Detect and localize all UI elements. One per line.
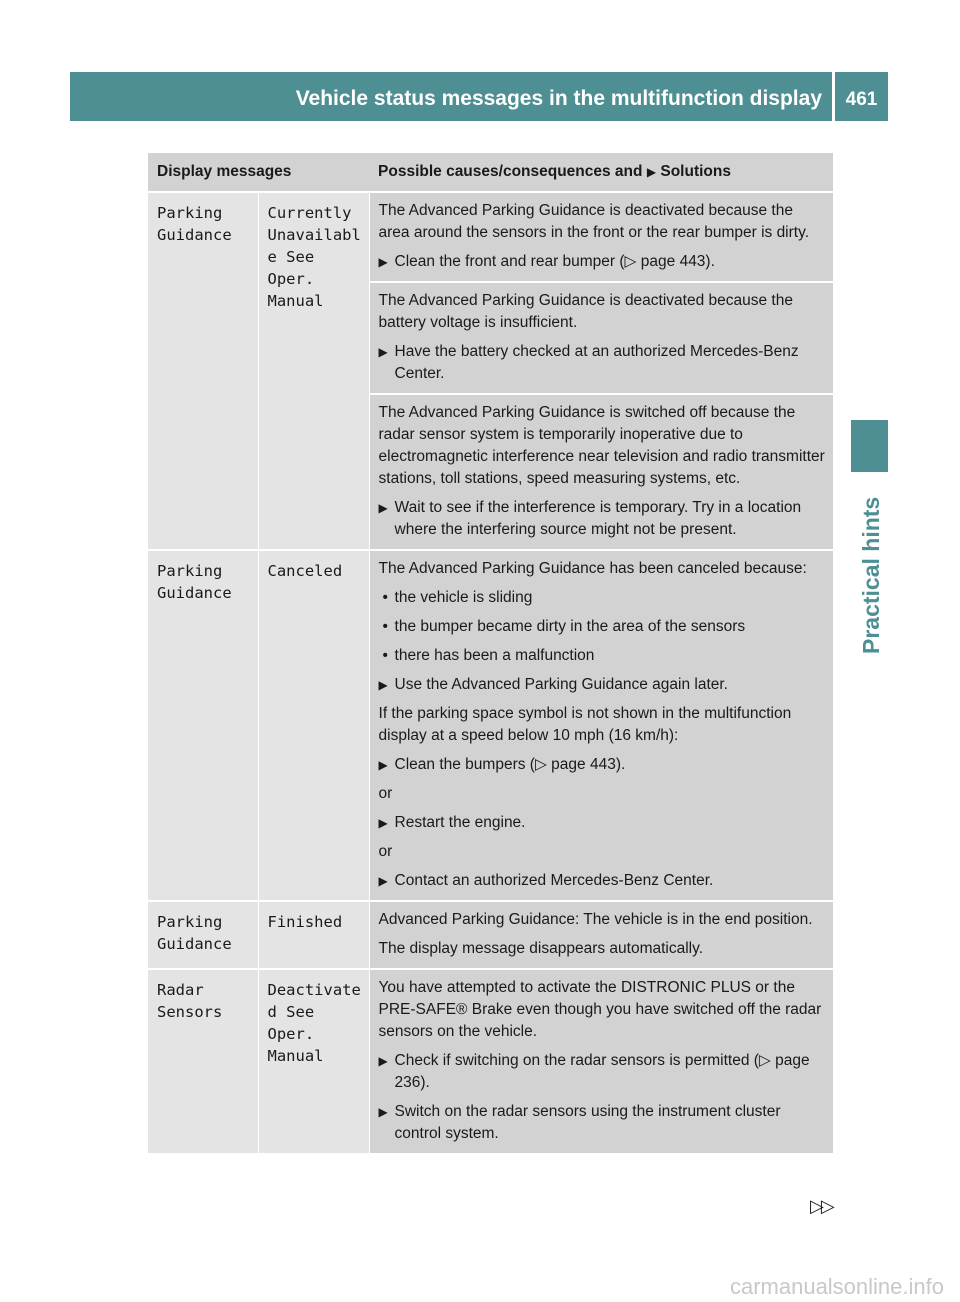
header-solutions-text: Solutions	[660, 163, 731, 180]
step-arrow-icon: ▶	[378, 255, 388, 269]
display-message-group: Parking Guidance	[148, 550, 258, 901]
section-tab-label: Practical hints	[858, 496, 884, 654]
cause-paragraph: or	[378, 785, 393, 802]
bullet-text: the bumper became dirty in the area of the sensors	[394, 618, 746, 635]
step-arrow-icon: ▶	[378, 1054, 388, 1068]
cause-bullet	[379, 616, 827, 638]
step-arrow-icon: ▶	[378, 816, 388, 830]
display-message-text: Currently Unavailabl e See Oper. Manual	[258, 192, 369, 550]
cause-paragraph: The Advanced Parking Guidance is deactivated because the area around the sensors in the front or the rear bumper is dirty.	[378, 202, 810, 241]
table-row	[148, 550, 833, 901]
bullet-dot-icon: •	[382, 647, 388, 664]
bullet-text: there has been a malfunction	[394, 647, 595, 664]
display-message-text: Deactivate d See Oper. Manual	[258, 969, 369, 1154]
section-tab-marker	[851, 420, 888, 472]
display-message-text: Canceled	[258, 550, 369, 901]
solution-step	[379, 341, 827, 385]
table-row	[148, 192, 833, 282]
solution-step	[379, 812, 827, 834]
cause-paragraph: The Advanced Parking Guidance is switched off because the radar sensor system is temporarily inoperative due to electromagnetic interference near television and radio transmitter stations, toll stations, speed measuring systems, etc.	[378, 404, 825, 487]
cause-bullet	[379, 645, 827, 667]
solution-step	[379, 1101, 827, 1145]
causes-solutions-cell	[369, 282, 833, 394]
step-text: Use the Advanced Parking Guidance again later.	[394, 676, 728, 693]
cause-paragraph: The Advanced Parking Guidance is deactivated because the battery voltage is insufficient.	[378, 292, 793, 331]
page-number: 461	[835, 72, 888, 121]
bullet-text: the vehicle is sliding	[394, 589, 533, 606]
step-text: Check if switching on the radar sensors is permitted (▷ page 236).	[394, 1052, 810, 1091]
step-text: Have the battery checked at an authorized Mercedes-Benz Center.	[394, 343, 799, 382]
page-title: Vehicle status messages in the multifunction display	[295, 87, 822, 110]
step-text: Contact an authorized Mercedes-Benz Center.	[394, 872, 714, 889]
causes-solutions-cell	[369, 550, 833, 901]
table-header-row	[148, 153, 833, 192]
step-text: Switch on the radar sensors using the instrument cluster control system.	[394, 1103, 781, 1142]
step-text: Clean the front and rear bumper (▷ page 443).	[394, 253, 715, 270]
display-message-text: Finished	[258, 901, 369, 969]
table-row	[148, 969, 833, 1154]
step-arrow-icon: ▶	[378, 1105, 388, 1119]
arrow-right-icon: ▶	[646, 165, 657, 179]
cause-paragraph: If the parking space symbol is not shown in the multifunction display at a speed below 10 mph (16 km/h):	[378, 705, 792, 744]
cause-paragraph: The Advanced Parking Guidance has been canceled because:	[378, 560, 807, 577]
causes-solutions-cell	[369, 192, 833, 282]
step-arrow-icon: ▶	[378, 501, 388, 515]
cause-paragraph: Advanced Parking Guidance: The vehicle is in the end position.	[378, 911, 813, 928]
header-display-messages: Display messages	[148, 153, 369, 192]
cause-bullet	[379, 587, 827, 609]
solution-step	[379, 754, 827, 776]
bullet-dot-icon: •	[382, 589, 388, 606]
display-message-group: Radar Sensors	[148, 969, 258, 1154]
cause-paragraph: You have attempted to activate the DISTRONIC PLUS or the PRE-SAFE® Brake even though you have switched off the radar sensors on the vehicle.	[378, 979, 822, 1040]
step-arrow-icon: ▶	[378, 758, 388, 772]
step-text: Restart the engine.	[394, 814, 526, 831]
solution-step	[379, 674, 827, 696]
cause-paragraph: The display message disappears automatically.	[378, 940, 704, 957]
table-body	[148, 192, 833, 1154]
solution-step	[379, 251, 827, 273]
header-causes-text: Possible causes/consequences and	[378, 163, 643, 180]
causes-solutions-cell	[369, 969, 833, 1154]
cause-paragraph: or	[378, 843, 393, 860]
step-text: Clean the bumpers (▷ page 443).	[394, 756, 626, 773]
continued-marker: ▷▷	[810, 1196, 832, 1216]
display-message-group: Parking Guidance	[148, 901, 258, 969]
solution-step	[379, 497, 827, 541]
causes-solutions-cell	[369, 901, 833, 969]
step-arrow-icon: ▶	[378, 345, 388, 359]
status-messages-table	[148, 153, 833, 1155]
step-arrow-icon: ▶	[378, 678, 388, 692]
table-row	[148, 901, 833, 969]
header-causes-solutions	[369, 153, 833, 192]
causes-solutions-cell	[369, 394, 833, 550]
footer-watermark: carmanualsonline.info	[729, 1274, 944, 1299]
solution-step	[379, 870, 827, 892]
section-tab	[851, 478, 888, 653]
solution-step	[379, 1050, 827, 1094]
step-arrow-icon: ▶	[378, 874, 388, 888]
display-message-group: Parking Guidance	[148, 192, 258, 550]
step-text: Wait to see if the interference is temporary. Try in a location where the interfering source might not be present.	[394, 499, 802, 538]
bullet-dot-icon: •	[382, 618, 388, 635]
